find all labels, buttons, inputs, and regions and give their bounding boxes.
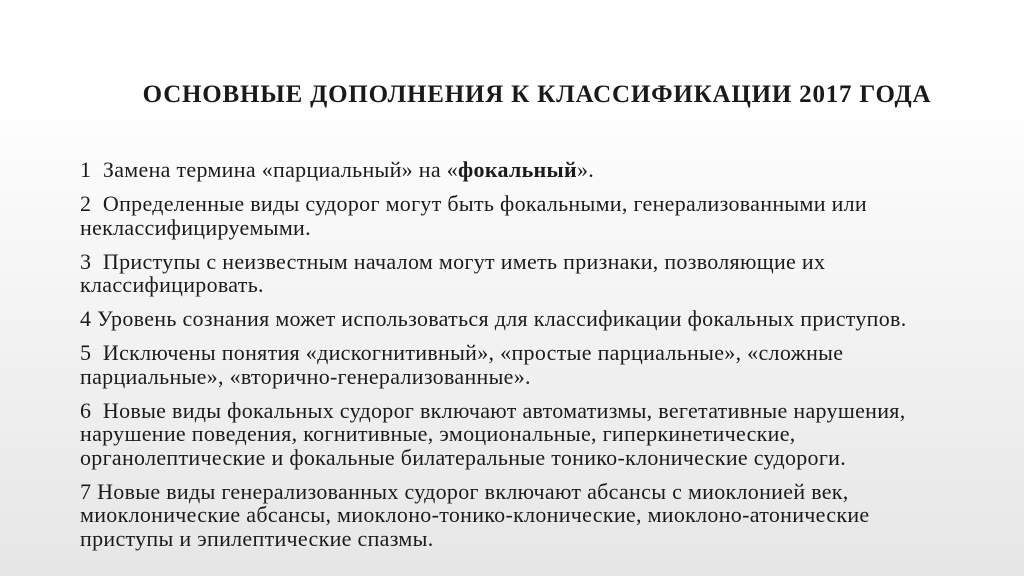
list-item-line: 7 Новые виды генерализованных судорог включают абсансы с миоклонией век, <box>80 478 849 504</box>
list-item-line: миоклонические абсансы, миоклоно-тонико-клонические, миоклоно-атонические <box>80 502 870 527</box>
item-text: 1 Замена термина «парциальный» на « <box>80 157 459 182</box>
list-item-line: классифицировать. <box>80 272 264 297</box>
list-item-line: органолептические и фокальные билатеральные тонико-клонические судороги. <box>80 444 847 470</box>
list-item-6 <box>80 399 1000 470</box>
slide-title: ОСНОВНЫЕ ДОПОЛНЕНИЯ К КЛАССИФИКАЦИИ 2017 ГОДА <box>142 81 932 108</box>
list-item-line <box>80 158 1000 182</box>
item-bold-term: фокальный <box>458 157 577 182</box>
classification-list <box>80 158 1000 561</box>
list-item-line: приступы и эпилептические спазмы. <box>80 525 434 551</box>
item-text: ». <box>576 157 595 182</box>
list-item-line: 2 Определенные виды судорог могут быть фокальными, генерализованными или <box>80 191 868 216</box>
list-item-2 <box>80 192 1000 239</box>
list-item-7 <box>80 480 1000 551</box>
list-item-3 <box>80 250 1000 297</box>
list-item-line: парциальные», «вторично-генерализованные». <box>80 363 531 389</box>
list-item-line: неклассифицируемыми. <box>80 214 311 240</box>
list-item-5 <box>80 341 1000 388</box>
list-item-line: 6 Новые виды фокальных судорог включают автоматизмы, вегетативные нарушения, <box>80 397 906 423</box>
list-item-line: 5 Исключены понятия «дискогнитивный», «простые парциальные», «сложные <box>80 340 844 365</box>
list-item-line: нарушение поведения, когнитивные, эмоциональные, гиперкинетические, <box>80 421 796 446</box>
list-item-line: 3 Приступы с неизвестным началом могут иметь признаки, позволяющие их <box>80 248 826 274</box>
list-item-1 <box>80 158 1000 182</box>
list-item-4 <box>80 307 1000 331</box>
list-item-line: 4 Уровень сознания может использоваться для классификации фокальных приступов. <box>80 306 907 331</box>
